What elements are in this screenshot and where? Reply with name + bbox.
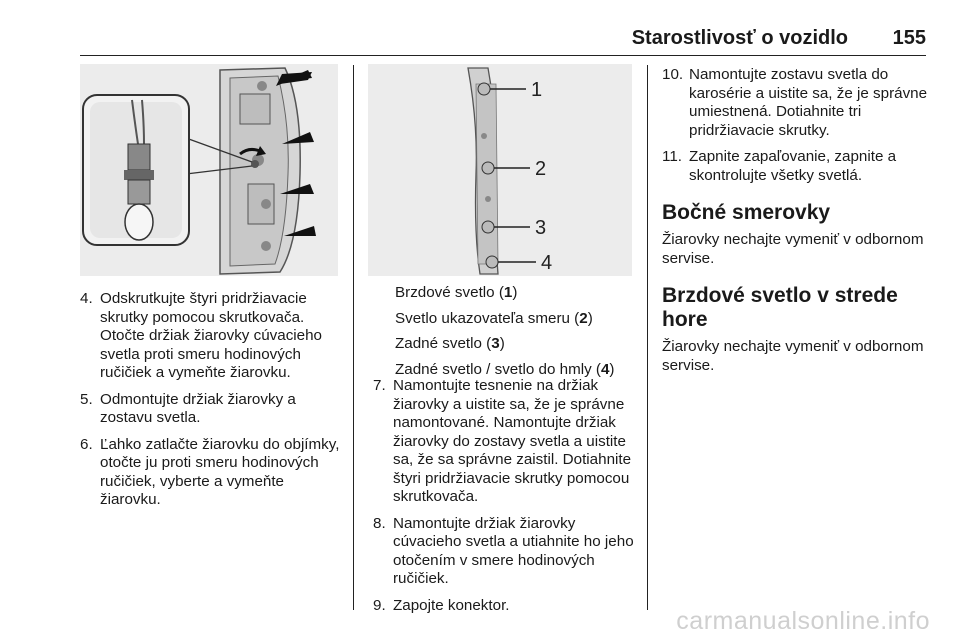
section-heading: Brzdové svetlo v strede hore	[662, 284, 898, 331]
step-number: 8.	[373, 514, 386, 532]
figure-bulb-positions-drawing	[368, 64, 632, 276]
steps-column-1	[80, 290, 342, 518]
column-3	[662, 66, 932, 391]
list-item	[373, 515, 635, 589]
list-item	[80, 290, 342, 383]
step-text: Zapnite zapaľovanie, zapnite a skontrolujte všetky svetlá.	[689, 148, 897, 184]
column-divider-1	[353, 65, 354, 610]
legend-item: Zadné svetlo / svetlo do hmly (4)	[395, 360, 615, 378]
figure-legend	[395, 284, 635, 386]
step-text: Ľahko zatlačte žiarovku do objímky, otočte ju proti smeru hodinových ručičiek, vyberte a vymeňte žiarovku.	[100, 435, 340, 508]
legend-item: Zadné svetlo (3)	[395, 335, 505, 352]
figure-label-3: 3	[535, 217, 547, 239]
figure-bulb-holder-drawing	[80, 64, 338, 276]
header-rule	[80, 55, 926, 56]
section-body: Žiarovky nechajte vymeniť v odbornom servise.	[662, 338, 924, 374]
step-number: 10.	[662, 66, 684, 83]
step-number: 7.	[373, 377, 386, 394]
step-text: Namontujte tesnenie na držiak žiarovky a uistite sa, že je správne namontované. Namontujte držiak žiarovky do zostavy svetla a uistite sa, že sa správne zaistil. Dotiahnite štyri pridržiavacie skrutky pomocou skrutkovača.	[393, 377, 632, 505]
step-text: Namontujte zostavu svetla do karosérie a uistite sa, že je správne umiestnená. Dotiahnite tri pridržiavacie skrutky.	[689, 66, 928, 139]
list-item	[662, 66, 932, 140]
step-text: Odskrutkujte štyri pridržiavacie skrutky pomocou skrutkovača. Otočte držiak žiarovky cúvacieho svetla proti smeru hodinových ručičiek a vymeňte žiarovku.	[100, 290, 322, 381]
list-item	[373, 597, 635, 616]
step-number: 11.	[662, 148, 682, 165]
step-text: Namontujte držiak žiarovky cúvacieho svetla a utiahnite ho jeho otočením v smere hodinových ručičiek.	[393, 514, 634, 587]
figure-label-1: 1	[531, 79, 543, 101]
steps-column-2	[373, 377, 635, 623]
step-text: Odmontujte držiak žiarovky a zostavu svetla.	[100, 390, 296, 426]
legend-item: Brzdové svetlo (1)	[395, 284, 518, 301]
section-heading: Bočné smerovky	[662, 201, 831, 224]
step-number: 6.	[80, 435, 93, 453]
legend-item: Svetlo ukazovateľa smeru (2)	[395, 309, 593, 327]
steps-column-3	[662, 66, 932, 185]
page-header	[0, 0, 960, 60]
step-number: 9.	[373, 596, 386, 614]
list-item	[80, 436, 342, 510]
step-number: 4.	[80, 290, 93, 307]
list-item	[373, 377, 635, 507]
section-body: Žiarovky nechajte vymeniť v odbornom servise.	[662, 231, 924, 267]
section-title: Starostlivosť o vozidlo	[631, 27, 848, 49]
step-number: 5.	[80, 390, 93, 408]
step-text: Zapojte konektor.	[393, 596, 510, 614]
page-number: 155	[892, 27, 926, 49]
column-divider-2	[647, 65, 648, 610]
figure-label-4: 4	[541, 252, 553, 274]
watermark: carmanualsonline.info	[676, 607, 930, 635]
figure-label-2: 2	[535, 158, 547, 180]
list-item	[80, 391, 342, 428]
figure-bulb-holder	[80, 64, 338, 276]
list-item	[662, 148, 932, 185]
figure-bulb-positions	[368, 64, 632, 276]
